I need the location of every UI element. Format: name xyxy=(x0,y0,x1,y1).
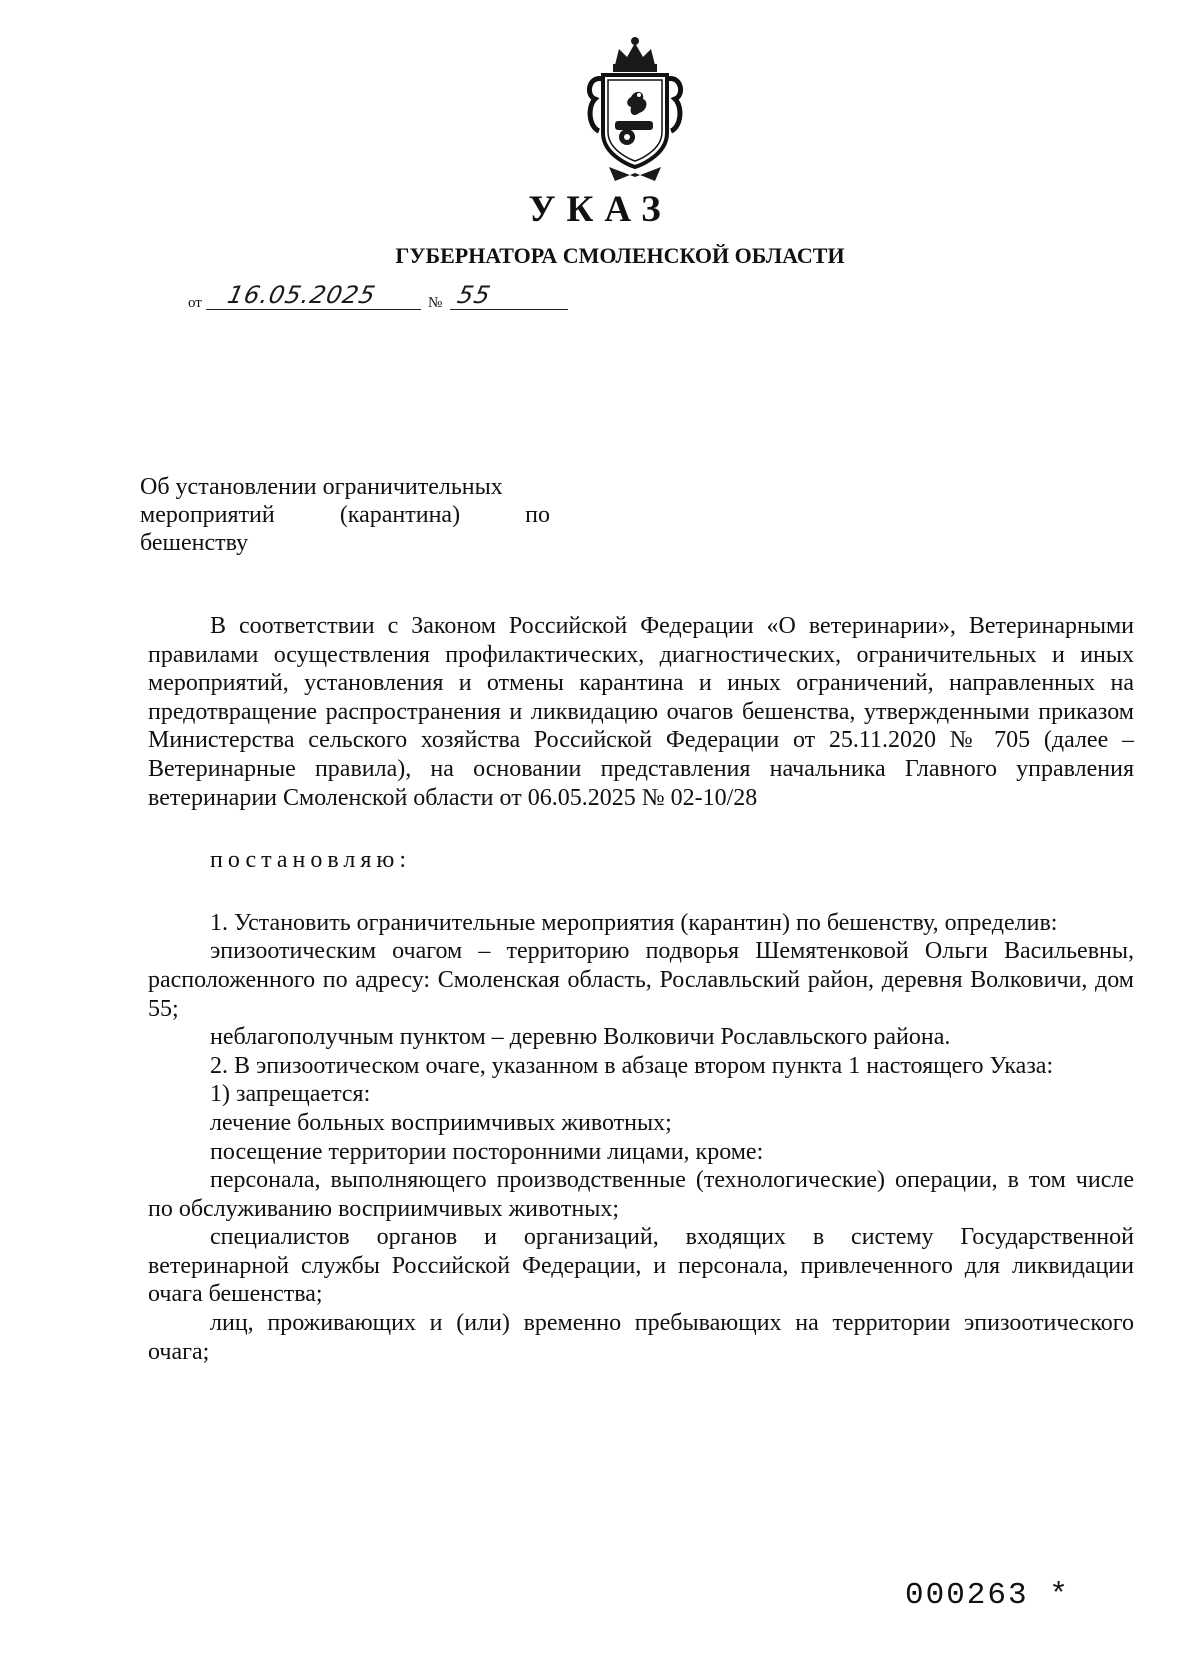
subject-line: мероприятий (карантина) по xyxy=(140,502,550,528)
body-paragraph: неблагополучным пунктом – деревню Волковичи Рославльского района. xyxy=(210,1024,951,1051)
date-number-line xyxy=(188,282,618,322)
decree-word: постановляю: xyxy=(210,847,411,874)
document-body xyxy=(148,612,1134,1366)
document-subject xyxy=(140,473,550,557)
handwritten-number: 55 xyxy=(455,281,494,309)
handwritten-date: 16.05.2025 xyxy=(225,281,379,309)
body-paragraph: эпизоотическим очагом – территорию подворья Шемятенковой Ольги Васильевны, расположенного по адресу: Смоленская область, Рославльский район, деревня Волковичи, дом 55; xyxy=(148,938,1134,1022)
subject-line: бешенству xyxy=(140,530,249,556)
body-paragraph: 1) запрещается: xyxy=(210,1081,371,1108)
registration-number: 000263 * xyxy=(905,1578,1070,1613)
smolensk-coat-of-arms-icon xyxy=(575,35,695,185)
body-paragraph: посещение территории посторонними лицами, кроме: xyxy=(210,1138,764,1165)
subject-line: Об установлении ограничительных xyxy=(140,474,503,500)
body-paragraph: персонала, выполняющего производственные (технологические) операции, в том числе по обслуживанию восприимчивых животных; xyxy=(148,1167,1134,1222)
body-paragraph: специалистов органов и организаций, входящих в систему Государственной ветеринарной службы Российской Федерации, и персонала, привлеченного для ликвидации очага бешенства; xyxy=(148,1224,1134,1308)
number-label: № xyxy=(428,295,443,311)
date-label: от xyxy=(188,295,202,311)
body-paragraph: 2. В эпизоотическом очаге, указанном в абзаце втором пункта 1 настоящего Указа: xyxy=(210,1052,1054,1079)
body-paragraph: лиц, проживающих и (или) временно пребывающих на территории эпизоотического очага; xyxy=(148,1310,1134,1365)
document-issuer: ГУБЕРНАТОРА СМОЛЕНСКОЙ ОБЛАСТИ xyxy=(395,243,845,268)
document-title: УКАЗ xyxy=(528,189,672,230)
body-paragraph: лечение больных восприимчивых животных; xyxy=(210,1109,672,1136)
number-underline xyxy=(450,309,568,310)
body-paragraph: 1. Установить ограничительные мероприятия (карантин) по бешенству, определив: xyxy=(210,909,1058,936)
preamble-paragraph: В соответствии с Законом Российской Федерации «О ветеринарии», Ветеринарными правилами осуществления профилактических, диагностических, ограничительных и иных мероприятий, установления и отмены карантина и иных ограничений, направленных на предотвращение распространения и ликвидацию очагов бешенства, утвержденными приказом Министерства сельского хозяйства Российской Федерации от 25.11.2020 № 705 (далее – Ветеринарные правила), на основании представления начальника Главного управления ветеринарии Смоленской области от 06.05.2025 № 02-10/28 xyxy=(148,613,1134,811)
date-underline xyxy=(206,309,421,310)
